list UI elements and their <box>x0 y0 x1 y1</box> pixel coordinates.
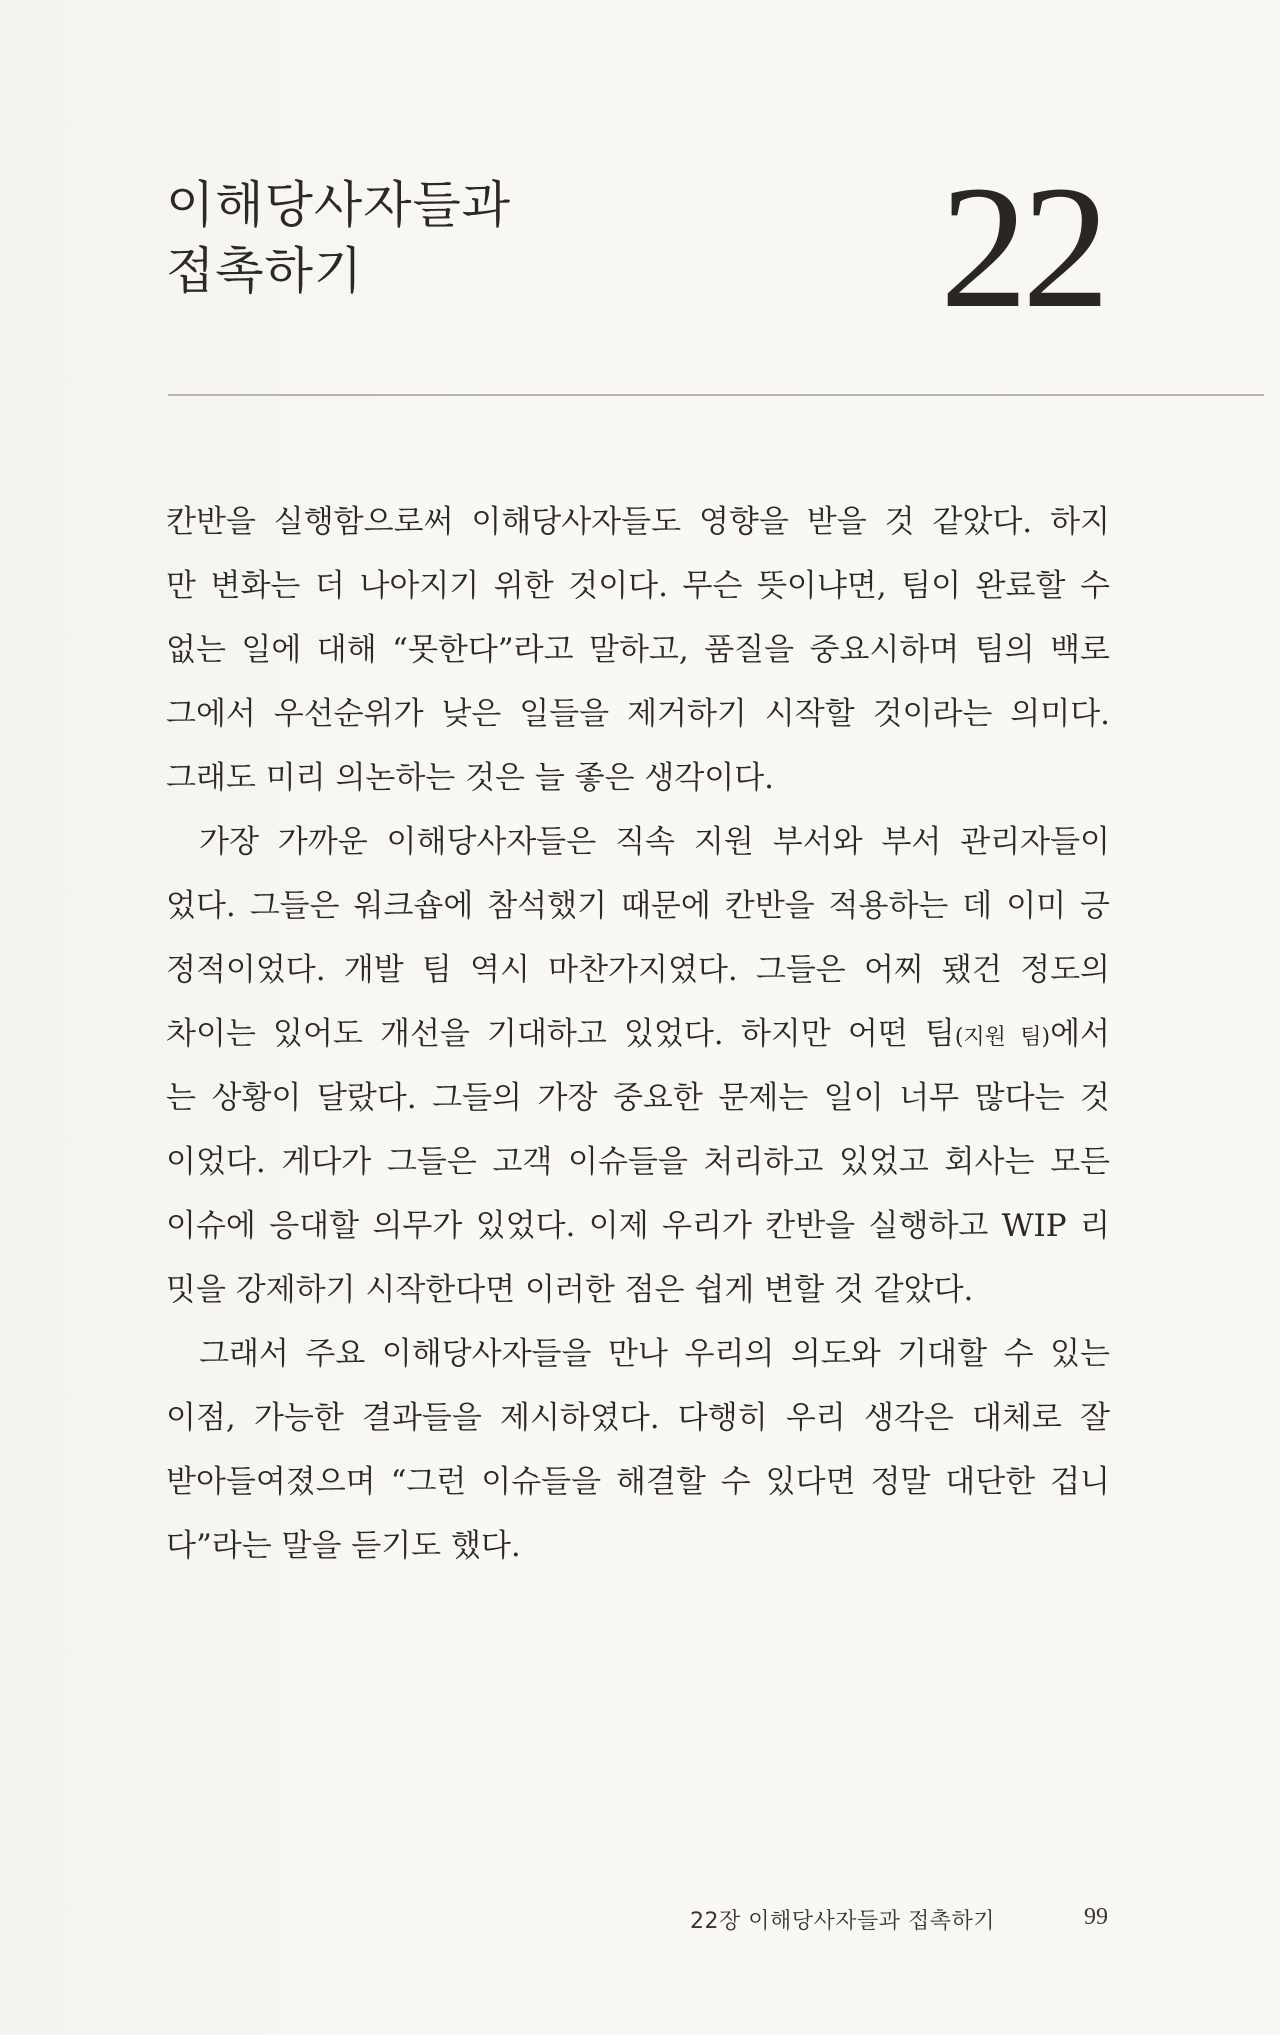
title-divider <box>168 394 1264 396</box>
text-line: 가장 가까운 이해당사자들은 직속 지원 부서와 부서 관리자들이 <box>199 824 1110 860</box>
text-line: 는 상황이 달랐다. 그들의 가장 중요한 문제는 일이 너무 많다는 것 <box>166 1080 1110 1116</box>
text-line: 만 변화는 더 나아지기 위한 것이다. 무슨 뜻이냐면, 팀이 완료할 수 <box>166 568 1110 604</box>
text-line: 받아들여졌으며 “그런 이슈들을 해결할 수 있다면 정말 대단한 겁니 <box>166 1464 1110 1500</box>
chapter-number: 22 <box>940 150 1104 345</box>
text-segment: 차이는 있어도 개선을 기대하고 있었다. 하지만 어떤 팀 <box>166 1016 955 1052</box>
text-segment: 에서 <box>1050 1016 1110 1052</box>
chapter-title-line-1: 이해당사자들과 <box>166 176 512 234</box>
text-line: 이점, 가능한 결과들을 제시하였다. 다행히 우리 생각은 대체로 잘 <box>166 1400 1110 1436</box>
text-line: 이슈에 응대할 의무가 있었다. 이제 우리가 칸반을 실행하고 WIP 리 <box>166 1208 1110 1244</box>
chapter-title-line-2: 접촉하기 <box>166 242 364 300</box>
text-line: 그래서 주요 이해당사자들을 만나 우리의 의도와 기대할 수 있는 <box>199 1336 1110 1372</box>
body-text <box>166 490 1110 1578</box>
running-head: 22장 이해당사자들과 접촉하기 <box>690 1909 996 1934</box>
page-number: 99 <box>1084 1904 1108 1930</box>
paragraph-3 <box>166 1322 1110 1578</box>
text-line: 없는 일에 대해 “못한다”라고 말하고, 품질을 중요시하며 팀의 백로 <box>166 632 1110 668</box>
text-line-with-note <box>166 1002 1110 1066</box>
paragraph-1 <box>166 490 1110 810</box>
text-line: 다”라는 말을 듣기도 했다. <box>166 1528 521 1564</box>
text-line: 그에서 우선순위가 낮은 일들을 제거하기 시작할 것이라는 의미다. <box>166 696 1110 732</box>
page-footer <box>0 1904 1280 1940</box>
text-line: 이었다. 게다가 그들은 고객 이슈들을 처리하고 있었고 회사는 모든 <box>166 1144 1110 1180</box>
chapter-title <box>166 172 511 304</box>
inline-note: (지원 팀) <box>954 1025 1051 1050</box>
text-line: 그래도 미리 의논하는 것은 늘 좋은 생각이다. <box>166 760 775 796</box>
paragraph-2 <box>166 810 1110 1322</box>
text-line: 밋을 강제하기 시작한다면 이러한 점은 쉽게 변할 것 같았다. <box>166 1272 974 1308</box>
text-line: 칸반을 실행함으로써 이해당사자들도 영향을 받을 것 같았다. 하지 <box>166 504 1110 540</box>
text-line: 었다. 그들은 워크숍에 참석했기 때문에 칸반을 적용하는 데 이미 긍 <box>166 888 1110 924</box>
text-line: 정적이었다. 개발 팀 역시 마찬가지였다. 그들은 어찌 됐건 정도의 <box>166 952 1110 988</box>
